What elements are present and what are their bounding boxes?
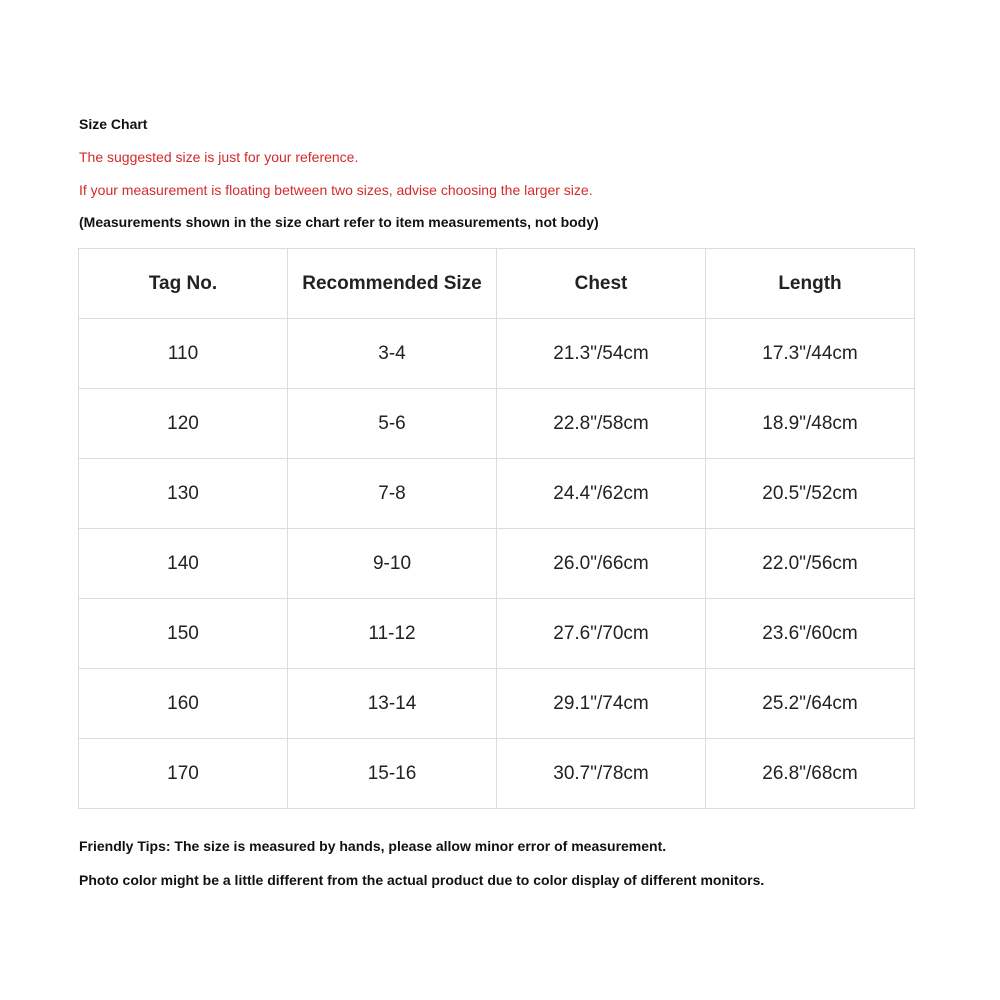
page-title: Size Chart	[79, 116, 148, 132]
cell-recommended-size: 3-4	[288, 319, 497, 389]
cell-chest: 29.1"/74cm	[497, 669, 706, 739]
table-row	[79, 529, 915, 599]
measurement-note: (Measurements shown in the size chart refer to item measurements, not body)	[79, 214, 599, 230]
table-row	[79, 739, 915, 809]
cell-recommended-size: 5-6	[288, 389, 497, 459]
reference-note: The suggested size is just for your reference.	[79, 149, 359, 165]
cell-chest: 30.7"/78cm	[497, 739, 706, 809]
table-header-row	[79, 249, 915, 319]
friendly-tips: Friendly Tips: The size is measured by hands, please allow minor error of measurement.	[79, 838, 667, 854]
cell-recommended-size: 9-10	[288, 529, 497, 599]
cell-recommended-size: 11-12	[288, 599, 497, 669]
header-chest: Chest	[497, 249, 706, 319]
table-row	[79, 669, 915, 739]
cell-length: 25.2"/64cm	[706, 669, 915, 739]
cell-tag-no: 120	[79, 389, 288, 459]
cell-tag-no: 150	[79, 599, 288, 669]
cell-recommended-size: 7-8	[288, 459, 497, 529]
cell-recommended-size: 13-14	[288, 669, 497, 739]
table-row	[79, 389, 915, 459]
cell-tag-no: 130	[79, 459, 288, 529]
cell-length: 22.0"/56cm	[706, 529, 915, 599]
cell-chest: 27.6"/70cm	[497, 599, 706, 669]
cell-chest: 22.8"/58cm	[497, 389, 706, 459]
cell-tag-no: 110	[79, 319, 288, 389]
table-row	[79, 319, 915, 389]
cell-chest: 26.0"/66cm	[497, 529, 706, 599]
cell-tag-no: 160	[79, 669, 288, 739]
header-length: Length	[706, 249, 915, 319]
cell-length: 23.6"/60cm	[706, 599, 915, 669]
color-disclaimer: Photo color might be a little different from the actual product due to color display of different monitors.	[79, 872, 765, 888]
cell-tag-no: 170	[79, 739, 288, 809]
cell-chest: 21.3"/54cm	[497, 319, 706, 389]
cell-length: 17.3"/44cm	[706, 319, 915, 389]
size-table	[78, 248, 915, 809]
cell-recommended-size: 15-16	[288, 739, 497, 809]
cell-length: 20.5"/52cm	[706, 459, 915, 529]
table-row	[79, 599, 915, 669]
cell-length: 18.9"/48cm	[706, 389, 915, 459]
header-tag-no: Tag No.	[79, 249, 288, 319]
cell-chest: 24.4"/62cm	[497, 459, 706, 529]
cell-tag-no: 140	[79, 529, 288, 599]
floating-size-note: If your measurement is floating between two sizes, advise choosing the larger size.	[79, 182, 593, 198]
cell-length: 26.8"/68cm	[706, 739, 915, 809]
table-row	[79, 459, 915, 529]
header-recommended-size: Recommended Size	[288, 249, 497, 319]
